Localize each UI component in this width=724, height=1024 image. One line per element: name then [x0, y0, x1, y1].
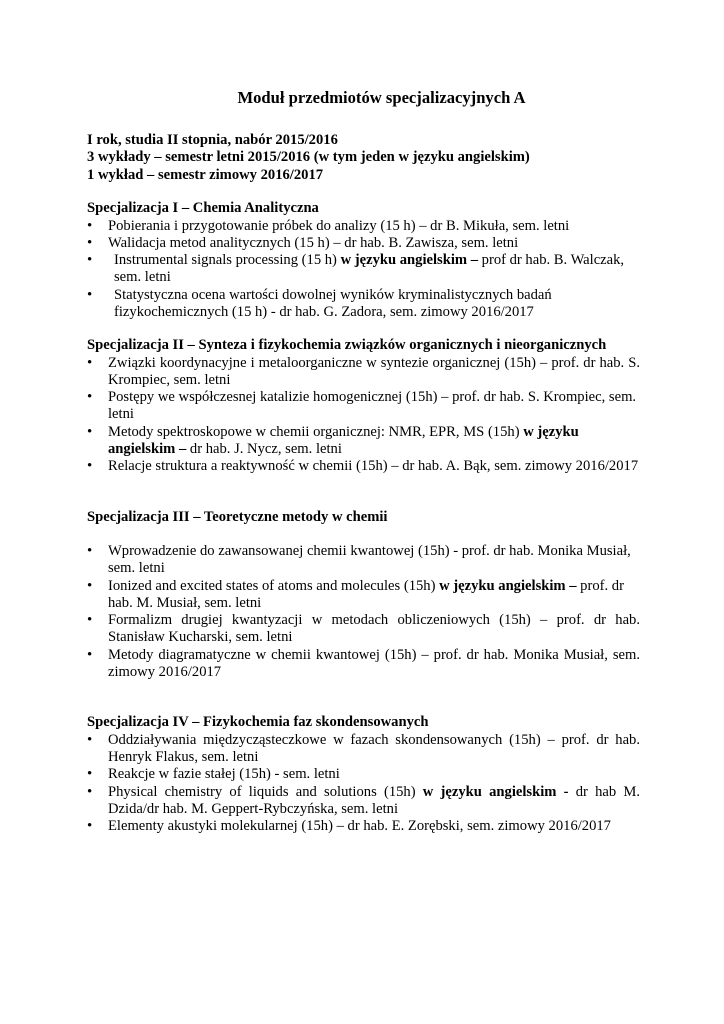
list-item — [87, 818, 640, 835]
list-item — [87, 647, 640, 682]
item-text: Physical chemistry of liquids and solutions (15h) — [108, 783, 423, 800]
section-heading: Specjalizacja IV – Fizykochemia faz skondensowanych — [87, 714, 429, 731]
section-specjalizacja-3 — [87, 509, 640, 682]
item-text: Walidacja metod analitycznych (15 h) – dr hab. B. Zawisza, sem. letni — [108, 234, 519, 251]
list-item — [87, 218, 640, 235]
section-heading: Specjalizacja I – Chemia Analityczna — [87, 200, 319, 217]
item-language-note: w języku angielskim – — [108, 423, 579, 458]
item-language-note: w języku angielskim – — [340, 252, 479, 269]
document-page — [87, 88, 640, 835]
item-text-rest: prof dr hab. B. Walczak, sem. letni — [114, 252, 625, 286]
intro-line-summer: 3 wykłady – semestr letni 2015/2016 (w tym jeden w języku angielskim) — [87, 149, 530, 166]
item-text-rest: prof. dr hab. M. Musiał, sem. letni — [108, 577, 624, 611]
item-language-note: w języku angielskim – — [439, 577, 577, 594]
list-item — [87, 766, 640, 783]
section-specjalizacja-1 — [87, 200, 640, 321]
item-text: Pobierania i przygotowanie próbek do analizy (15 h) – dr B. Mikuła, sem. letni — [108, 217, 570, 234]
list-item — [87, 732, 640, 767]
section-specjalizacja-4 — [87, 714, 640, 835]
item-text: Postępy we współczesnej katalizie homogenicznej (15h) – prof. dr hab. S. Krompiec, sem. letni — [108, 389, 637, 423]
item-text: Statystyczna ocena wartości dowolnej wyników kryminalistycznych badań fizykochemicznych (15 h) - dr hab. G. Zadora, sem. zimowy 2016/2017 — [114, 286, 552, 320]
intro-line-winter: 1 wykład – semestr zimowy 2016/2017 — [87, 166, 324, 183]
section-heading: Specjalizacja III – Teoretyczne metody w chemii — [87, 508, 388, 525]
list-item — [87, 252, 640, 287]
item-text-rest: dr hab M. Dzida/dr hab. M. Geppert-Rybczyńska, sem. letni — [108, 783, 640, 817]
list-item — [87, 235, 640, 252]
item-text: Reakcje w fazie stałej (15h) - sem. letni — [108, 766, 340, 783]
list-item — [87, 287, 640, 322]
intro-block — [87, 132, 640, 184]
item-text: Relacje struktura a reaktywność w chemii (15h) – dr hab. A. Bąk, sem. zimowy 2016/2017 — [108, 458, 639, 475]
list-item — [87, 612, 640, 647]
item-text: Instrumental signals processing (15 h) — [114, 252, 341, 269]
section-specjalizacja-2 — [87, 337, 640, 475]
item-text: Oddziaływania międzycząsteczkowe w fazach skondensowanych (15h) – prof. dr hab. Henryk Flakus, sem. letni — [108, 731, 640, 765]
intro-line-year: I rok, studia II stopnia, nabór 2015/2016 — [87, 132, 338, 148]
list-item — [87, 543, 640, 578]
item-text: Ionized and excited states of atoms and molecules (15h) — [108, 577, 440, 594]
list-item — [87, 389, 640, 424]
item-text: Wprowadzenie do zawansowanej chemii kwantowej (15h) - prof. dr hab. Monika Musiał, sem. letni — [108, 542, 631, 577]
item-text: Elementy akustyki molekularnej (15h) – dr hab. E. Zorębski, sem. zimowy 2016/2017 — [108, 818, 611, 835]
item-text: Związki koordynacyjne i metaloorganiczne w syntezie organicznej (15h) – prof. dr hab. S. Krompiec, sem. letni — [108, 354, 640, 388]
list-item — [87, 578, 640, 613]
item-text: Metody diagramatyczne w chemii kwantowej (15h) – prof. dr hab. Monika Musiał, sem. zimowy 2016/2017 — [108, 646, 640, 681]
item-text: Formalizm drugiej kwantyzacji w metodach obliczeniowych (15h) – prof. dr hab. Stanisław Kucharski, sem. letni — [108, 612, 640, 646]
section-heading: Specjalizacja II – Synteza i fizykochemia związków organicznych i nieorganicznych — [87, 337, 607, 354]
list-item — [87, 424, 640, 459]
item-text: Metody spektroskopowe w chemii organicznej: NMR, EPR, MS (15h) — [108, 423, 524, 440]
list-item — [87, 784, 640, 819]
page-title: Moduł przedmiotów specjalizacyjnych A — [237, 88, 526, 107]
list-item — [87, 355, 640, 390]
item-language-note: w języku angielskim - — [422, 783, 569, 800]
list-item — [87, 458, 640, 475]
item-text-rest: dr hab. J. Nycz, sem. letni — [186, 441, 342, 458]
